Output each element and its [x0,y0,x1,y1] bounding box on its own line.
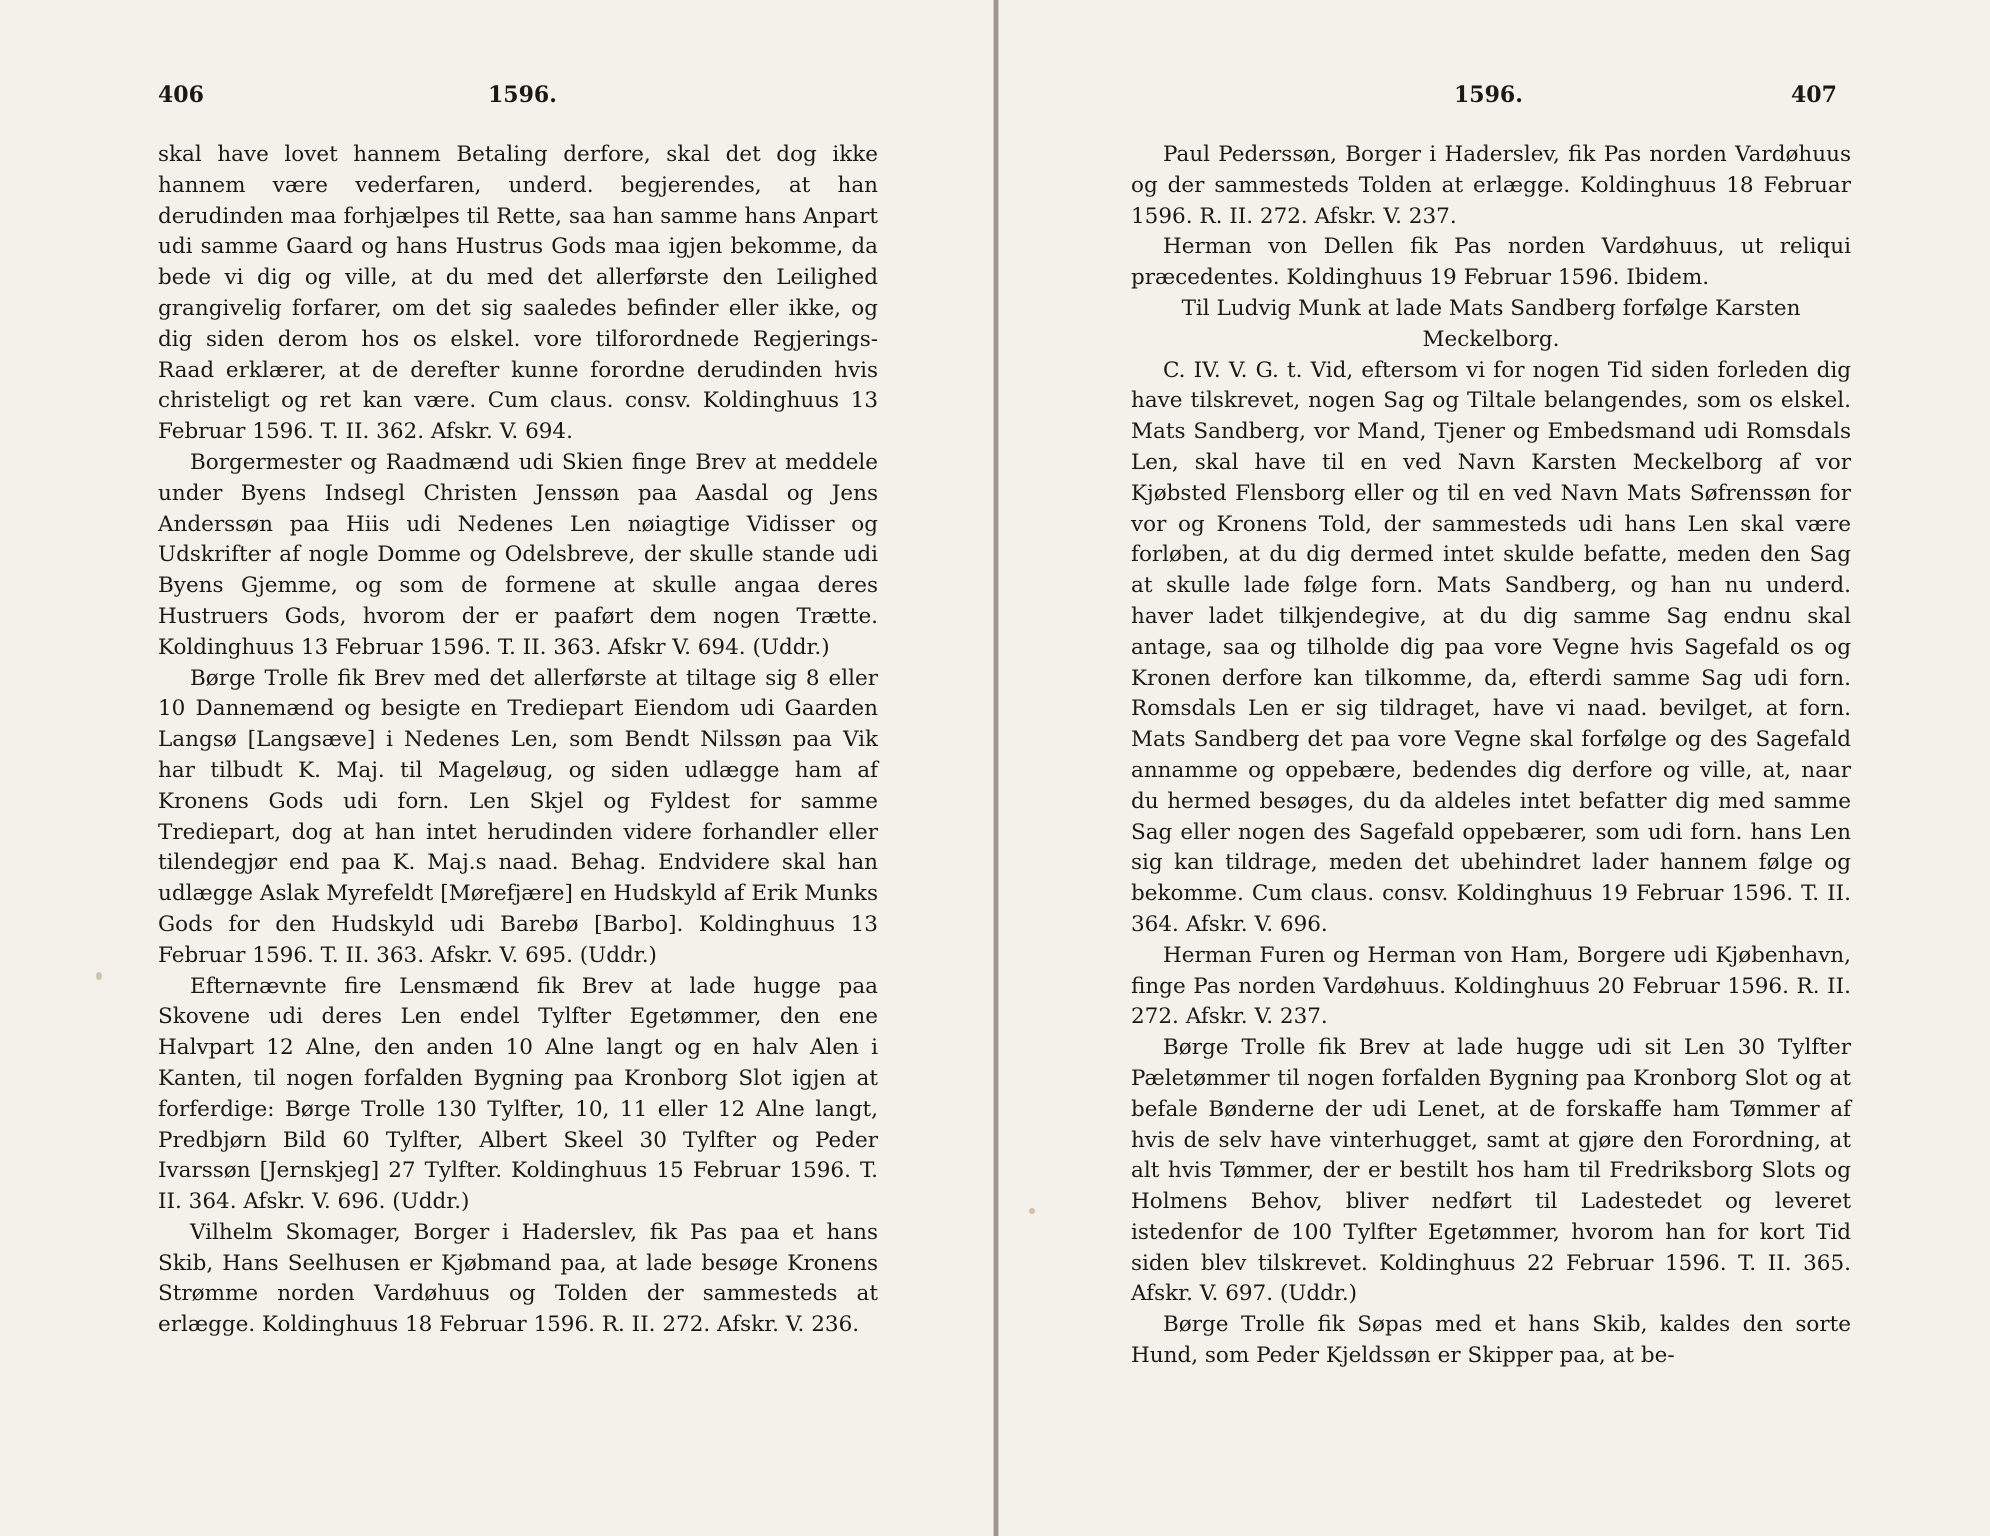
left-page [0,0,994,1536]
right-page [998,0,1990,1536]
right-page-number: 407 [1791,82,1837,108]
paragraph: Efternævnte fire Lensmænd fik Brev at lade hugge paa Skovene udi deres Len endel Tylfter Egetømmer, den ene Halvpart 12 Alne, den anden 10 Alne langt og en halv Alen i Kanten, til nogen forfalden Bygning paa Kronborg Slot igjen at forferdige: Børge Trolle 130 Tylfter, 10, 11 eller 12 Alne langt, Predbjørn Bild 60 Tylfter, Albert Skeel 30 Tylfter og Peder Ivarssøn [Jernskjeg] 27 Tylfter. Koldinghuus 15 Februar 1596. T. II. 364. Afskr. V. 696. (Uddr.) [158,973,878,1215]
paragraph: Paul Pederssøn, Borger i Haderslev, fik Pas norden Vardøhuus og der sammesteds Tolden at erlægge. Koldinghuus 18 Februar 1596. R. II. 272. Afskr. V. 237. [1131,142,1851,229]
paper-spot [1029,1208,1035,1214]
paragraph: Borgermester og Raadmænd udi Skien finge Brev at meddele under Byens Indsegl Christen Jenssøn paa Aasdal og Jens Anderssøn paa Hiis udi Nedenes Len nøiagtige Vidisser og Udskrifter af nogle Domme og Odelsbreve, der skulle stande udi Byens Gjemme, og som de formene at skulle angaa deres Hustruers Gods, hvorom der er paaført dem nogen Trætte. Koldinghuus 13 Februar 1596. T. II. 363. Afskr V. 694. (Uddr.) [158,449,878,660]
paragraph: Herman Furen og Herman von Ham, Borgere udi Kjøbenhavn, finge Pas norden Vardøhuus. Koldinghuus 20 Februar 1596. R. II. 272. Afskr. V. 237. [1131,942,1851,1030]
paragraph: Vilhelm Skomager, Borger i Haderslev, fik Pas paa et hans Skib, Hans Seelhusen er Kjøbmand paa, at lade besøge Kronens Strømme norden Vardøhuus og Tolden der sammesteds at erlægge. Koldinghuus 18 Februar 1596. R. II. 272. Afskr. V. 236. [158,1219,878,1338]
paragraph: Børge Trolle fik Brev at lade hugge udi sit Len 30 Tylfter Pæletømmer til nogen forfalden Bygning paa Kronborg Slot og at befale Bønderne der udi Lenet, at de forskaffe ham Tømmer af hvis de selv have vinterhugget, samt at gjøre den Forordning, at alt hvis Tømmer, der er bestilt hos ham til Fredriksborg Slots og Holmens Behov, bliver nedført til Ladestedet og leveret istedenfor de 100 Tylfter Egetømmer, hvorom han for kort Tid siden blev tilskrevet. Koldinghuus 22 Februar 1596. T. II. 365. Afskr. V. 697. (Uddr.) [1131,1035,1851,1307]
paragraph: Børge Trolle fik Brev med det allerførste at tiltage sig 8 eller 10 Dannemænd og besigte en Trediepart Eiendom udi Gaarden Langsø [Langsæve] i Nedenes Len, som Bendt Nilssøn paa Vik har tilbudt K. Maj. til Mageløug, og siden udlægge ham af Kronens Gods udi forn. Len Skjel og Fyldest for samme Trediepart, dog at han intet herudinden videre forhandler eller tilendegjør end paa K. Maj.s naad. Behag. Endvidere skal han udlægge Aslak Myrefeldt [Mørefjære] en Hudskyld af Erik Munks Gods for den Hudskyld udi Barebø [Barbo]. Koldinghuus 13 Februar 1596. T. II. 363. Afskr. V. 695. (Uddr.) [158,665,878,968]
paragraph: Herman von Dellen fik Pas norden Vardøhuus, ut reliqui præcedentes. Koldinghuus 19 Februar 1596. Ibidem. [1131,234,1851,291]
left-running-head: 1596. [488,82,557,108]
right-running-head: 1596. [1454,82,1523,108]
paragraph: skal have lovet hannem Betaling derfore, skal det dog ikke hannem være vederfaren, underd. begjerendes, at han derudinden maa forhjælpes til Rette, saa han samme hans Anpart udi samme Gaard og hans Hustrus Gods maa igjen bekomme, da bede vi dig og ville, at du med det allerførste den Leilighed grangivelig forfarer, om det sig saaledes befinder eller ikke, og dig siden derom hos os elskel. vore tilforordnede Regjerings-Raad erklærer, at de derefter kunne forordne derudinden hvis christeligt og ret kan være. Cum claus. consv. Koldinghuus 13 Februar 1596. T. II. 362. Afskr. V. 694. [158,142,878,445]
section-heading: Til Ludvig Munk at lade Mats Sandberg forfølge Karsten Meckelborg. [1181,295,1801,352]
left-page-body [158,140,878,1341]
paragraph: Børge Trolle fik Søpas med et hans Skib, kaldes den sorte Hund, som Peder Kjeldssøn er Skipper paa, at be- [1131,1312,1851,1369]
right-page-body [1131,140,1851,1372]
paragraph: C. IV. V. G. t. Vid, eftersom vi for nogen Tid siden forleden dig have tilskrevet, nogen Sag og Tiltale belangendes, som os elskel. Mats Sandberg, vor Mand, Tjener og Embedsmand udi Romsdals Len, skal have til en ved Navn Karsten Meckelborg af vor Kjøbsted Flensborg eller og til en ved Navn Mats Søfrenssøn for vor og Kronens Told, der sammesteds udi hans Len skal være forløben, at du dig dermed intet skulde befatte, meden den Sag at skulle lade følge forn. Mats Sandberg, og han nu underd. haver ladet tilkjendegive, at du dig samme Sag endnu skal antage, saa og tilholde dig paa vore Vegne hvis Sagefald os og Kronen derfore kan tilkomme, da, efterdi samme Sag udi forn. Romsdals Len er sig tildraget, have vi naad. bevilget, at forn. Mats Sandberg det paa vore Vegne skal forfølge og des Sagefald annamme og oppebære, bedendes dig derfore og ville, at, naar du hermed besøges, du da aldeles intet befatter dig med samme Sag eller nogen des Sagefald oppebærer, som udi forn. hans Len sig kan tildrage, meden det ubehindret lader hannem følge og bekomme. Cum claus. consv. Koldinghuus 19 Februar 1596. T. II. 364. Afskr. V. 696. [1131,357,1851,937]
left-page-number: 406 [158,82,204,108]
paper-spot [96,972,102,980]
